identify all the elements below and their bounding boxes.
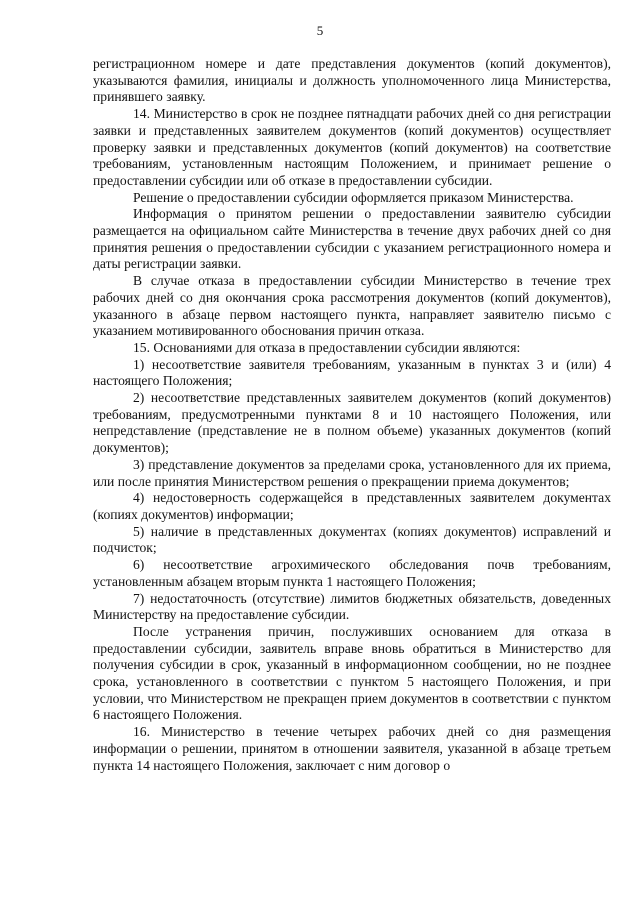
list-item-5: 5) наличие в представленных документах (копиях документов) исправлений и подчисток; bbox=[93, 523, 611, 556]
list-item-2: 2) несоответствие представленных заявителем документов (копий документов) требованиям, предусмотренными пунктами 8 и 10 настоящего Положения, или непредставление (представление не в полном объеме) указанных документов (копий документов); bbox=[93, 390, 611, 456]
list-item-7: 7) недостаточность (отсутствие) лимитов бюджетных обязательств, доведенных Министерству на предоставление субсидии. bbox=[93, 590, 611, 623]
document-body bbox=[93, 56, 611, 774]
paragraph-refusal-letter: В случае отказа в предоставлении субсидии Министерство в течение трех рабочих дней со дня окончания срока рассмотрения документов (копий документов), указанного в абзаце первом настоящего пункта, направляет заявителю письмо с указанием мотивированного обоснования причин отказа. bbox=[93, 273, 611, 339]
page-number: 5 bbox=[316, 23, 324, 38]
paragraph-item-16: 16. Министерство в течение четырех рабочих дней со дня размещения информации о решении, принятом в отношении заявителя, указанной в абзаце третьем пункта 14 настоящего Положения, заключает с ним договор о bbox=[93, 724, 611, 773]
paragraph-continuation: регистрационном номере и дате представления документов (копий документов), указываются фамилия, инициалы и должность уполномоченного лица Министерства, принявшего заявку. bbox=[93, 56, 611, 105]
paragraph-item-15: 15. Основаниями для отказа в предоставлении субсидии являются: bbox=[133, 339, 521, 355]
paragraph-decision: Решение о предоставлении субсидии оформляется приказом Министерства. bbox=[133, 189, 574, 205]
list-item-3: 3) представление документов за пределами срока, установленного для их приема, или после принятия Министерством решения о прекращении приема документов; bbox=[93, 456, 611, 489]
paragraph-item-14: 14. Министерство в срок не позднее пятнадцати рабочих дней со дня регистрации заявки и представленных заявителем документов (копий документов) осуществляет проверку заявки и представленных документов (копий документов) на соответствие требованиям, установленным настоящим Положением, и принимает решение о предоставлении субсидии или об отказе в предоставлении субсидии. bbox=[93, 106, 611, 188]
paragraph-reapply: После устранения причин, послуживших основанием для отказа в предоставлении субсидии, заявитель вправе вновь обратиться в Министерство для получения субсидии в срок, указанный в информационном сообщении, но не позднее срока, установленного в соответствии с пунктом 5 настоящего Положения, и при условии, что Министерством не прекращен прием документов в соответствии с пунктом 6 настоящего Положения. bbox=[93, 623, 611, 723]
list-item-1: 1) несоответствие заявителя требованиям, указанным в пунктах 3 и (или) 4 настоящего Положения; bbox=[93, 356, 611, 389]
list-item-4: 4) недостоверность содержащейся в представленных заявителем документах (копиях документов) информации; bbox=[93, 490, 611, 522]
paragraph-information: Информация о принятом решении о предоставлении заявителю субсидии размещается на официальном сайте Министерства в течение двух рабочих дней со дня принятия решения о предоставлении субсидии с указанием регистрационного номера и даты регистрации заявки. bbox=[93, 206, 611, 272]
list-item-6: 6) несоответствие агрохимического обследования почв требованиям, установленным абзацем вторым пункта 1 настоящего Положения; bbox=[93, 557, 611, 589]
